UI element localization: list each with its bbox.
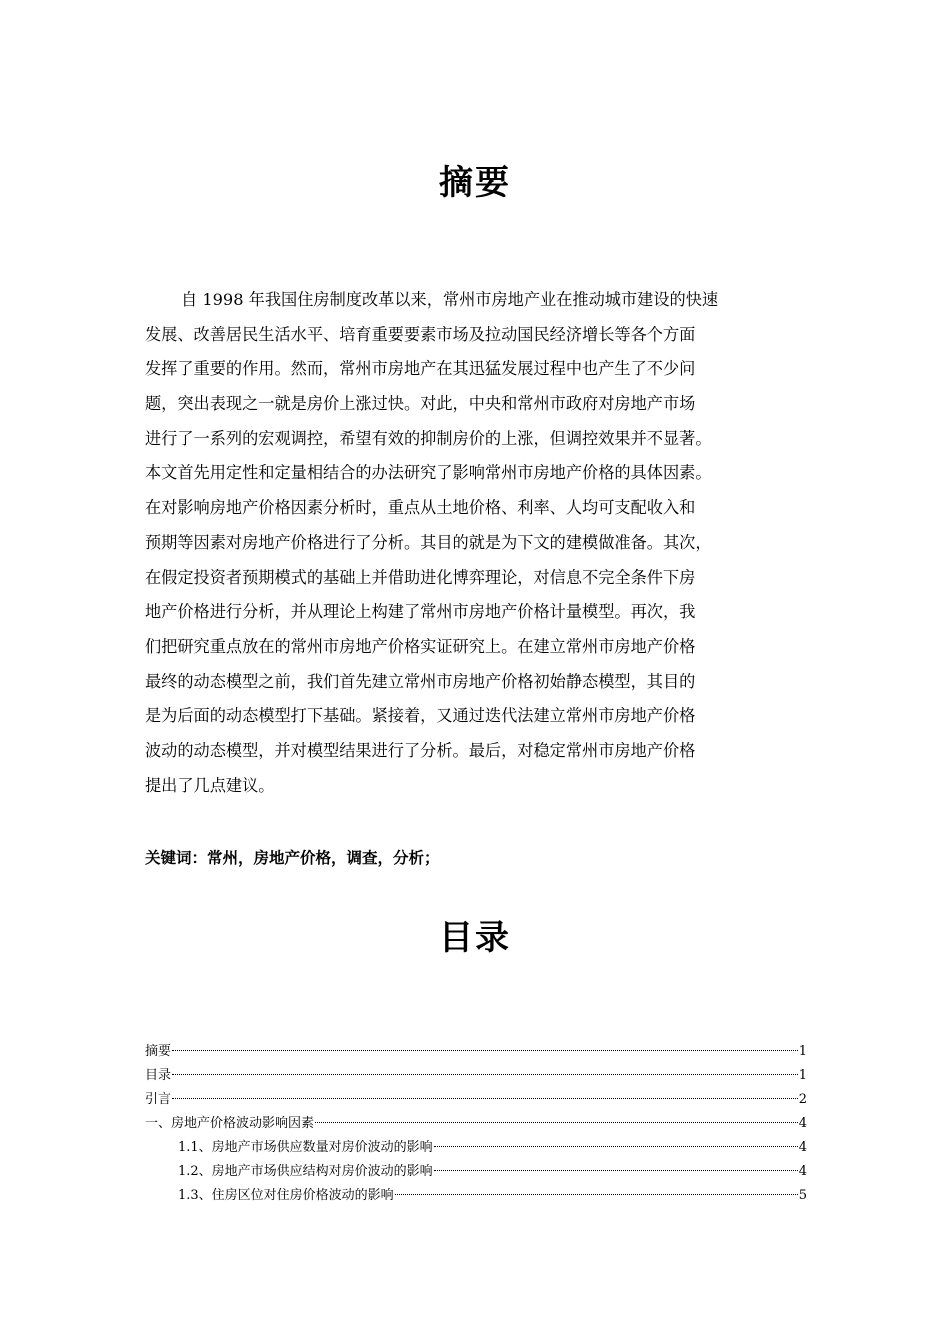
toc-dot-leader bbox=[315, 1122, 798, 1123]
abstract-line: 发展、改善居民生活水平、培育重要要素市场及拉动国民经济增长等各个方面 bbox=[145, 324, 696, 344]
abstract-line: 发挥了重要的作用。然而，常州市房地产在其迅猛发展过程中也产生了不少问 bbox=[145, 359, 696, 379]
toc-entry[interactable] bbox=[145, 1112, 807, 1136]
toc-page-number: 4 bbox=[798, 1116, 807, 1131]
toc-page-number: 5 bbox=[798, 1188, 807, 1203]
keywords: 关键词：常州，房地产价格，调查，分析； bbox=[145, 849, 440, 867]
abstract-line: 预期等因素对房地产价格进行了分析。其目的就是为下文的建模做准备。其次， bbox=[145, 532, 712, 552]
toc-entry[interactable] bbox=[145, 1160, 807, 1184]
abstract-title: 摘要 bbox=[439, 163, 511, 203]
toc-dot-leader bbox=[434, 1170, 798, 1171]
toc-dot-leader bbox=[172, 1098, 798, 1099]
abstract-line: 提出了几点建议。 bbox=[145, 775, 275, 795]
abstract-line: 在对影响房地产价格因素分析时，重点从土地价格、利率、人均可支配收入和 bbox=[145, 498, 696, 518]
abstract-line: 本文首先用定性和定量相结合的办法研究了影响常州市房地产价格的具体因素。 bbox=[145, 463, 712, 483]
abstract-line: 自 1998 年我国住房制度改革以来，常州市房地产业在推动城市建设的快速 bbox=[181, 290, 719, 309]
toc-entry[interactable] bbox=[145, 1064, 807, 1088]
toc-entry-label: 目录 bbox=[145, 1068, 172, 1083]
table-of-contents bbox=[145, 1040, 807, 1208]
toc-title: 目录 bbox=[439, 918, 511, 958]
toc-page-number: 1 bbox=[798, 1044, 807, 1059]
toc-entry[interactable] bbox=[145, 1088, 807, 1112]
abstract-line: 波动的动态模型，并对模型结果进行了分析。最后，对稳定常州市房地产价格 bbox=[145, 740, 696, 760]
toc-dot-leader bbox=[434, 1146, 798, 1147]
toc-entry[interactable] bbox=[145, 1136, 807, 1160]
toc-entry-label: 1.3、住房区位对住房价格波动的影响 bbox=[178, 1188, 394, 1203]
abstract-line: 地产价格进行分析，并从理论上构建了常州市房地产价格计量模型。再次，我 bbox=[145, 602, 696, 622]
abstract-body bbox=[145, 283, 807, 803]
abstract-line: 们把研究重点放在的常州市房地产价格实证研究上。在建立常州市房地产价格 bbox=[145, 636, 696, 656]
toc-page-number: 1 bbox=[798, 1068, 807, 1083]
toc-page-number: 4 bbox=[798, 1140, 807, 1155]
toc-entry-label: 摘要 bbox=[145, 1044, 172, 1059]
abstract-line: 是为后面的动态模型打下基础。紧接着，又通过迭代法建立常州市房地产价格 bbox=[145, 706, 696, 726]
abstract-line: 题，突出表现之一就是房价上涨过快。对此，中央和常州市政府对房地产市场 bbox=[145, 394, 696, 414]
toc-entry-label: 1.1、房地产市场供应数量对房价波动的影响 bbox=[178, 1140, 433, 1155]
toc-dot-leader bbox=[395, 1194, 798, 1195]
toc-entry[interactable] bbox=[145, 1040, 807, 1064]
toc-page-number: 4 bbox=[798, 1164, 807, 1179]
abstract-line: 在假定投资者预期模式的基础上并借助进化博弈理论，对信息不完全条件下房 bbox=[145, 567, 696, 587]
toc-page-number: 2 bbox=[798, 1092, 807, 1107]
abstract-line: 进行了一系列的宏观调控，希望有效的抑制房价的上涨，但调控效果并不显著。 bbox=[145, 428, 712, 448]
abstract-line: 最终的动态模型之前，我们首先建立常州市房地产价格初始静态模型，其目的 bbox=[145, 671, 696, 691]
toc-entry-label: 1.2、房地产市场供应结构对房价波动的影响 bbox=[178, 1164, 433, 1179]
toc-dot-leader bbox=[172, 1074, 798, 1075]
toc-entry[interactable] bbox=[145, 1184, 807, 1208]
toc-entry-label: 引言 bbox=[145, 1092, 172, 1107]
toc-dot-leader bbox=[172, 1050, 798, 1051]
toc-entry-label: 一、房地产价格波动影响因素 bbox=[145, 1116, 315, 1131]
